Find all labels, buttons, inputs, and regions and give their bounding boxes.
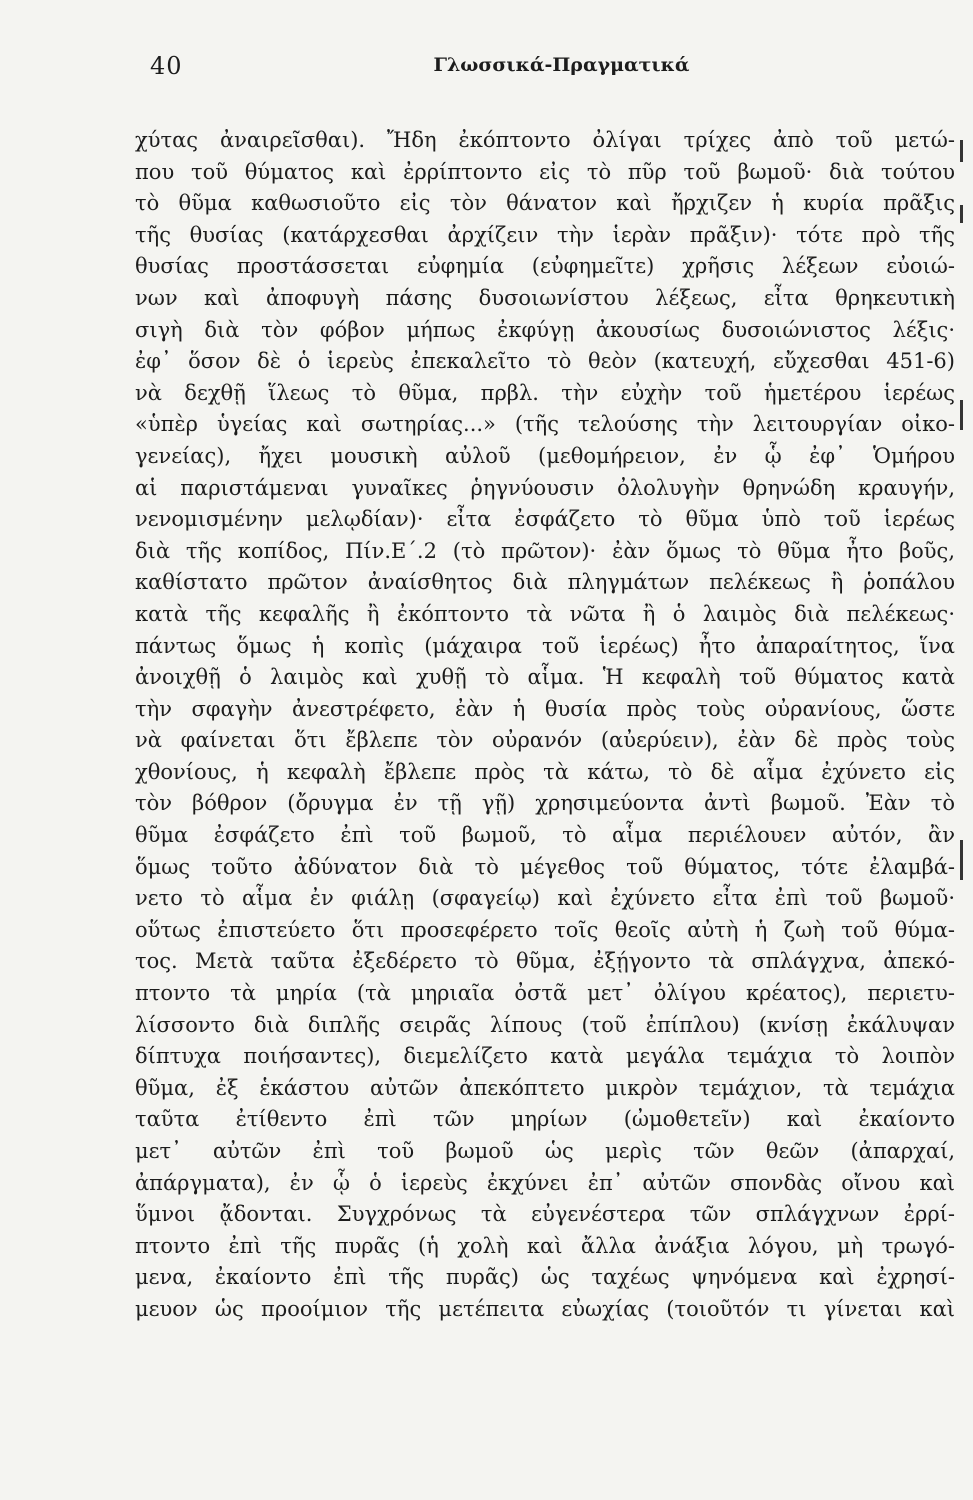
text-line: χύτας ἀναιρεῖσθαι). Ἤδη ἐκόπτοντο ὀλίγαι τρίχες ἀπὸ τοῦ μετώ-	[135, 128, 955, 152]
text-line: νων καὶ ἀποφυγὴ πάσης δυσοιωνίστου λέξεως, εἶτα θρηκευτικὴ	[135, 285, 955, 310]
scan-edge-mark	[960, 140, 963, 162]
text-line: θυσίας προστάσσεται εὐφημία (εὐφημεῖτε) χρῆσις λέξεων εὐοιώ-	[135, 254, 955, 279]
scan-edge-mark	[960, 205, 963, 223]
text-line: αἱ παριστάμεναι γυναῖκες ῥηγνύουσιν ὀλολυγὴν θρηνώδη κραυγήν,	[135, 475, 955, 500]
text-line: οὕτως ἐπιστεύετο ὅτι προσεφέρετο τοῖς θεοῖς αὐτὴ ἡ ζωὴ τοῦ θύμα-	[135, 917, 955, 942]
text-line: ὅμως τοῦτο ἀδύνατον διὰ τὸ μέγεθος τοῦ θύματος, τότε ἐλαμβά-	[135, 854, 955, 879]
text-line: τὴν σφαγὴν ἀνεστρέφετο, ἐὰν ἡ θυσία πρὸς τοὺς οὐρανίους, ὥστε	[135, 696, 955, 721]
text-line: ὕμνοι ᾄδονται. Συγχρόνως τὰ εὐγενέστερα τῶν σπλάγχνων ἐρρί-	[135, 1202, 955, 1227]
text-line: νὰ φαίνεται ὅτι ἔβλεπε τὸν οὐρανόν (αὐερύειν), ἐὰν δὲ πρὸς τοὺς	[135, 728, 955, 753]
text-line: τῆς θυσίας (κατάρχεσθαι ἀρχίζειν τὴν ἱερὰν πρᾶξιν)· τότε πρὸ τῆς	[135, 222, 955, 247]
text-line: διὰ τῆς κοπίδος, Πίν.Ε΄.2 (τὸ πρῶτον)· ἐὰν ὅμως τὸ θῦμα ἦτο βοῦς,	[135, 538, 955, 563]
text-line: μετ᾽ αὐτῶν ἐπὶ τοῦ βωμοῦ ὡς μερὶς τῶν θεῶν (ἀπαρχαί,	[135, 1139, 955, 1163]
text-line: νὰ δεχθῇ ἵλεως τὸ θῦμα, πρβλ. τὴν εὐχὴν τοῦ ἡμετέρου ἱερέως	[135, 380, 955, 405]
text-line: πτοντο ἐπὶ τῆς πυρᾶς (ἡ χολὴ καὶ ἄλλα ἀνάξια λόγου, μὴ τρωγό-	[135, 1233, 955, 1258]
text-line: «ὑπὲρ ὑγείας καὶ σωτηρίας...» (τῆς τελούσης τὴν λειτουργίαν οἰκο-	[135, 412, 955, 437]
text-line: κατὰ τῆς κεφαλῆς ἢ ἐκόπτοντο τὰ νῶτα ἢ ὁ λαιμὸς διὰ πελέκεως·	[135, 601, 955, 626]
text-line: καθίστατο πρῶτον ἀναίσθητος διὰ πληγμάτων πελέκεως ἢ ῥοπάλου	[135, 570, 955, 595]
body-text	[135, 125, 955, 1326]
text-line: ἐφ᾽ ὅσον δὲ ὁ ἱερεὺς ἐπεκαλεῖτο τὸ θεὸν (κατευχή, εὔχεσθαι 451-6)	[135, 349, 955, 374]
text-line: δίπτυχα ποιήσαντες), διεμελίζετο κατὰ μεγάλα τεμάχια τὸ λοιπὸν	[135, 1044, 955, 1069]
text-line: θῦμα ἐσφάζετο ἐπὶ τοῦ βωμοῦ, τὸ αἷμα περιέλουεν αὐτόν, ἂν	[135, 823, 955, 848]
text-line: νετο τὸ αἷμα ἐν φιάλῃ (σφαγείῳ) καὶ ἐχύνετο εἶτα ἐπὶ τοῦ βωμοῦ·	[135, 886, 955, 911]
page-number: 40	[150, 52, 183, 80]
text-line: τὸ θῦμα καθωσιοῦτο εἰς τὸν θάνατον καὶ ἤρχιζεν ἡ κυρία πρᾶξις	[135, 191, 955, 216]
scan-edge-mark	[960, 840, 963, 880]
text-line: τὸν βόθρον (ὄρυγμα ἐν τῇ γῇ) χρησιμεύοντα ἀντὶ βωμοῦ. Ἐὰν τὸ	[135, 791, 955, 816]
text-line: σιγὴ διὰ τὸν φόβον μήπως ἐκφύγῃ ἀκουσίως δυσοιώνιστος λέξις·	[135, 317, 955, 342]
text-line: ἀπάργματα), ἐν ᾧ ὁ ἱερεὺς ἐκχύνει ἐπ᾽ αὐτῶν σπονδὰς οἴνου καὶ	[135, 1170, 955, 1195]
text-line: πάντως ὅμως ἡ κοπὶς (μάχαιρα τοῦ ἱερέως) ἦτο ἀπαραίτητος, ἵνα	[135, 633, 955, 658]
scan-edge-mark	[960, 400, 963, 430]
text-line: ταῦτα ἐτίθεντο ἐπὶ τῶν μηρίων (ὠμοθετεῖν) καὶ ἐκαίοντο	[135, 1107, 955, 1132]
text-line: θῦμα, ἐξ ἑκάστου αὐτῶν ἀπεκόπτετο μικρὸν τεμάχιον, τὰ τεμάχια	[135, 1075, 955, 1100]
text-line: χθονίους, ἡ κεφαλὴ ἔβλεπε πρὸς τὰ κάτω, τὸ δὲ αἷμα ἐχύνετο εἰς	[135, 759, 955, 784]
running-title: Γλωσσικά-Πραγματικά	[433, 54, 690, 76]
text-line: που τοῦ θύματος καὶ ἐρρίπτοντο εἰς τὸ πῦρ τοῦ βωμοῦ· διὰ τούτου	[135, 159, 955, 184]
text-line: μευον ὡς προοίμιον τῆς μετέπειτα εὐωχίας (τοιοῦτόν τι γίνεται καὶ	[135, 1296, 955, 1321]
text-line: νενομισμένην μελῳδίαν)· εἶτα ἐσφάζετο τὸ θῦμα ὑπὸ τοῦ ἱερέως	[135, 507, 955, 532]
text-line: τος. Μετὰ ταῦτα ἐξεδέρετο τὸ θῦμα, ἐξῄγοντο τὰ σπλάγχνα, ἀπεκό-	[135, 949, 955, 974]
text-line: γενείας), ἤχει μουσικὴ αὐλοῦ (μεθομήρειον, ἐν ᾧ ἐφ᾽ Ὁμήρου	[135, 443, 955, 468]
text-line: λίσσοντο διὰ διπλῆς σειρᾶς λίπους (τοῦ ἐπίπλου) (κνίσῃ ἐκάλυψαν	[135, 1012, 955, 1037]
text-line: μενα, ἐκαίοντο ἐπὶ τῆς πυρᾶς) ὡς ταχέως ψηνόμενα καὶ ἐχρησί-	[135, 1265, 955, 1290]
text-line: ἀνοιχθῇ ὁ λαιμὸς καὶ χυθῇ τὸ αἷμα. Ἡ κεφαλὴ τοῦ θύματος κατὰ	[135, 665, 955, 690]
page-header	[0, 52, 973, 92]
text-line: πτοντο τὰ μηρία (τὰ μηριαῖα ὀστᾶ μετ᾽ ὀλίγου κρέατος), περιετυ-	[135, 981, 955, 1006]
